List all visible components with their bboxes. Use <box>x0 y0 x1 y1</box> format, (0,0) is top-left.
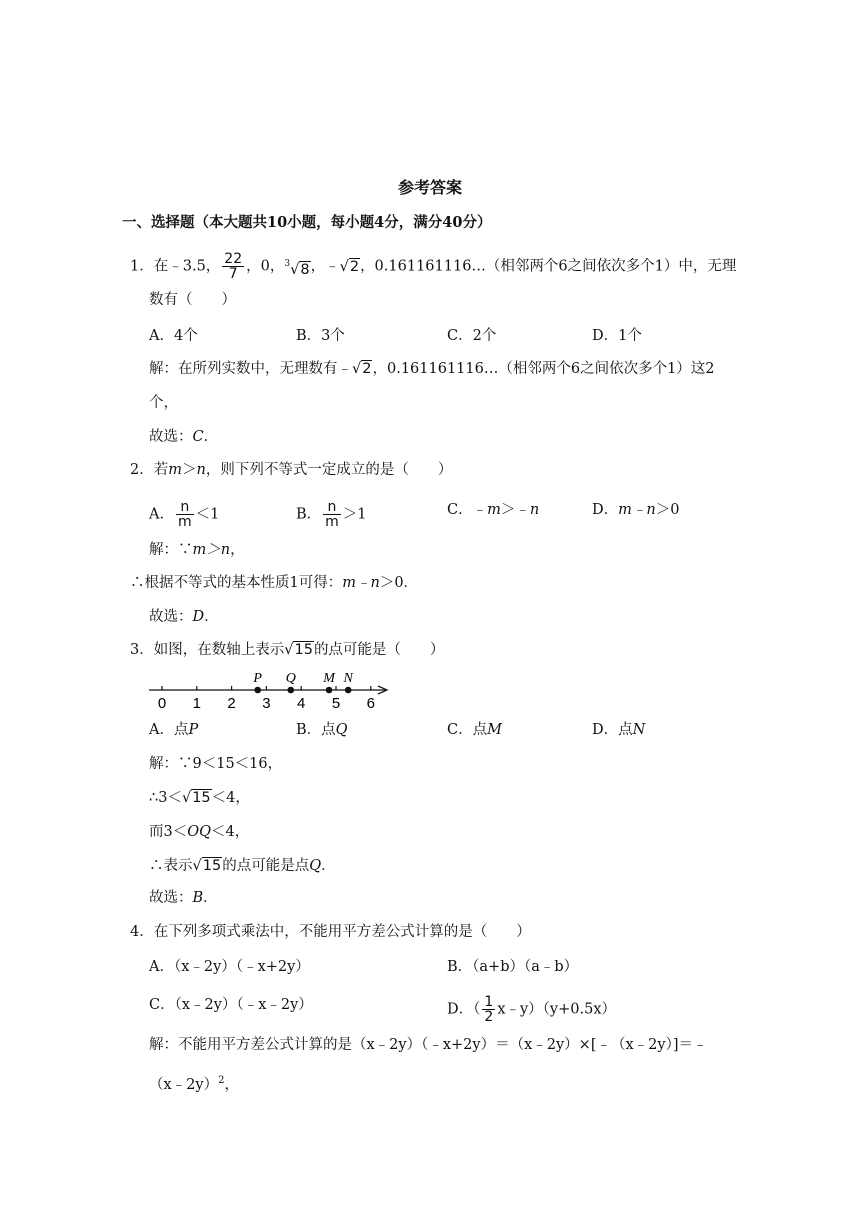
point-m <box>326 687 333 694</box>
point-label-m: M <box>323 671 335 686</box>
fraction-22-7: $\frac{22}{7}$ <box>224 251 243 282</box>
q4-solution: 解：不能用平方差公式计算的是（x﹣2y）（﹣x+2y）＝（x﹣2y）×[﹣（x﹣2y）]＝﹣ <box>149 1037 708 1053</box>
q2-option-d: D．m﹣n＞0 <box>592 502 680 518</box>
axis-tick-label: 2 <box>227 695 236 712</box>
cube-root: $^3$√8 <box>284 258 310 278</box>
square-root: √15 <box>284 642 313 658</box>
q1-option-b: B．3个 <box>296 328 345 344</box>
q2-solution-line2: ∴根据不等式的基本性质1可得：m﹣n＞0． <box>130 575 419 591</box>
axis-tick-label: 5 <box>331 695 341 712</box>
q3-option-d: D．点N <box>592 722 646 738</box>
q4-solution-line2: （x﹣2y）$^2$， <box>149 1075 239 1093</box>
square-root: √2 <box>339 258 360 275</box>
section-heading: 一、选择题（本大题共10小题，每小题4分，满分40分） <box>122 214 492 231</box>
q1-answer: 故选：C． <box>149 429 219 445</box>
point-label-p: P <box>253 671 262 686</box>
point-label-n: N <box>343 671 353 686</box>
q3-solution-line3: 而3＜OQ＜4， <box>149 824 250 840</box>
q3-option-b: B．点Q <box>296 722 348 738</box>
q2-option-a: A． $\frac{n}{m}$ ＜1 <box>149 499 220 530</box>
q2-stem: 2．若m＞n，则下列不等式一定成立的是（ ） <box>130 462 453 478</box>
q1-solution: 解：在所列实数中，无理数有﹣√2，0.161161116…（相邻两个6之间依次多个1）这2 <box>149 361 715 377</box>
q3-option-c: C．点M <box>447 722 502 738</box>
axis-tick-label: 1 <box>192 695 201 712</box>
point-label-q: Q <box>285 671 296 686</box>
q3-stem: 3．如图，在数轴上表示√15的点可能是（ ） <box>130 642 445 658</box>
square-root: √2 <box>352 361 372 377</box>
q1-option-a: A．4个 <box>149 328 198 344</box>
q2-option-c: C．﹣m＞﹣n <box>447 502 540 518</box>
q2-answer: 故选：D． <box>149 609 219 625</box>
q1-option-c: C．2个 <box>447 328 497 344</box>
axis-tick-label: 3 <box>262 695 271 712</box>
axis-tick-label: 6 <box>366 695 375 712</box>
number-line <box>145 662 405 712</box>
point-q <box>287 687 294 694</box>
axis-tick-label: 0 <box>157 695 167 712</box>
q3-solution: 解：∵9＜15＜16， <box>149 756 283 772</box>
q4-stem: 4．在下列多项式乘法中，不能用平方差公式计算的是（ ） <box>130 924 531 940</box>
q4-option-d: D．（ $\frac{1}{2}$ x﹣y）（y+0.5x） <box>447 994 617 1025</box>
page-title: 参考答案 <box>397 178 462 197</box>
q4-option-b: B．（a+b）（a﹣b） <box>447 959 579 975</box>
q1-solution-line2: 个， <box>149 395 178 411</box>
q3-solution-line4: ∴表示√15的点可能是点Q． <box>149 858 336 874</box>
q1-stem: 1．在﹣3.5， $\frac{22}{7}$ ，0，$^3$√8，﹣√2，0.161161116…（相邻两个6之间依次多个1）中，无理 <box>130 251 737 282</box>
q3-solution-line2: ∴3＜√15＜4， <box>149 790 250 806</box>
q4-option-c: C．（x﹣2y）（﹣x﹣2y） <box>149 997 313 1013</box>
q2-option-b: B． $\frac{n}{m}$ ＞1 <box>296 499 367 530</box>
q1-stem-line2: 数有（ ） <box>149 292 236 308</box>
point-p <box>254 687 261 694</box>
axis-tick-label: 4 <box>297 695 306 712</box>
q2-solution: 解：∵m＞n， <box>149 542 245 558</box>
q1-option-d: D．1个 <box>592 328 642 344</box>
q3-answer: 故选：B． <box>149 890 218 906</box>
q4-option-a: A．（x﹣2y）（﹣x+2y） <box>149 959 310 975</box>
q3-option-a: A．点P <box>149 722 199 738</box>
point-n <box>345 687 352 694</box>
